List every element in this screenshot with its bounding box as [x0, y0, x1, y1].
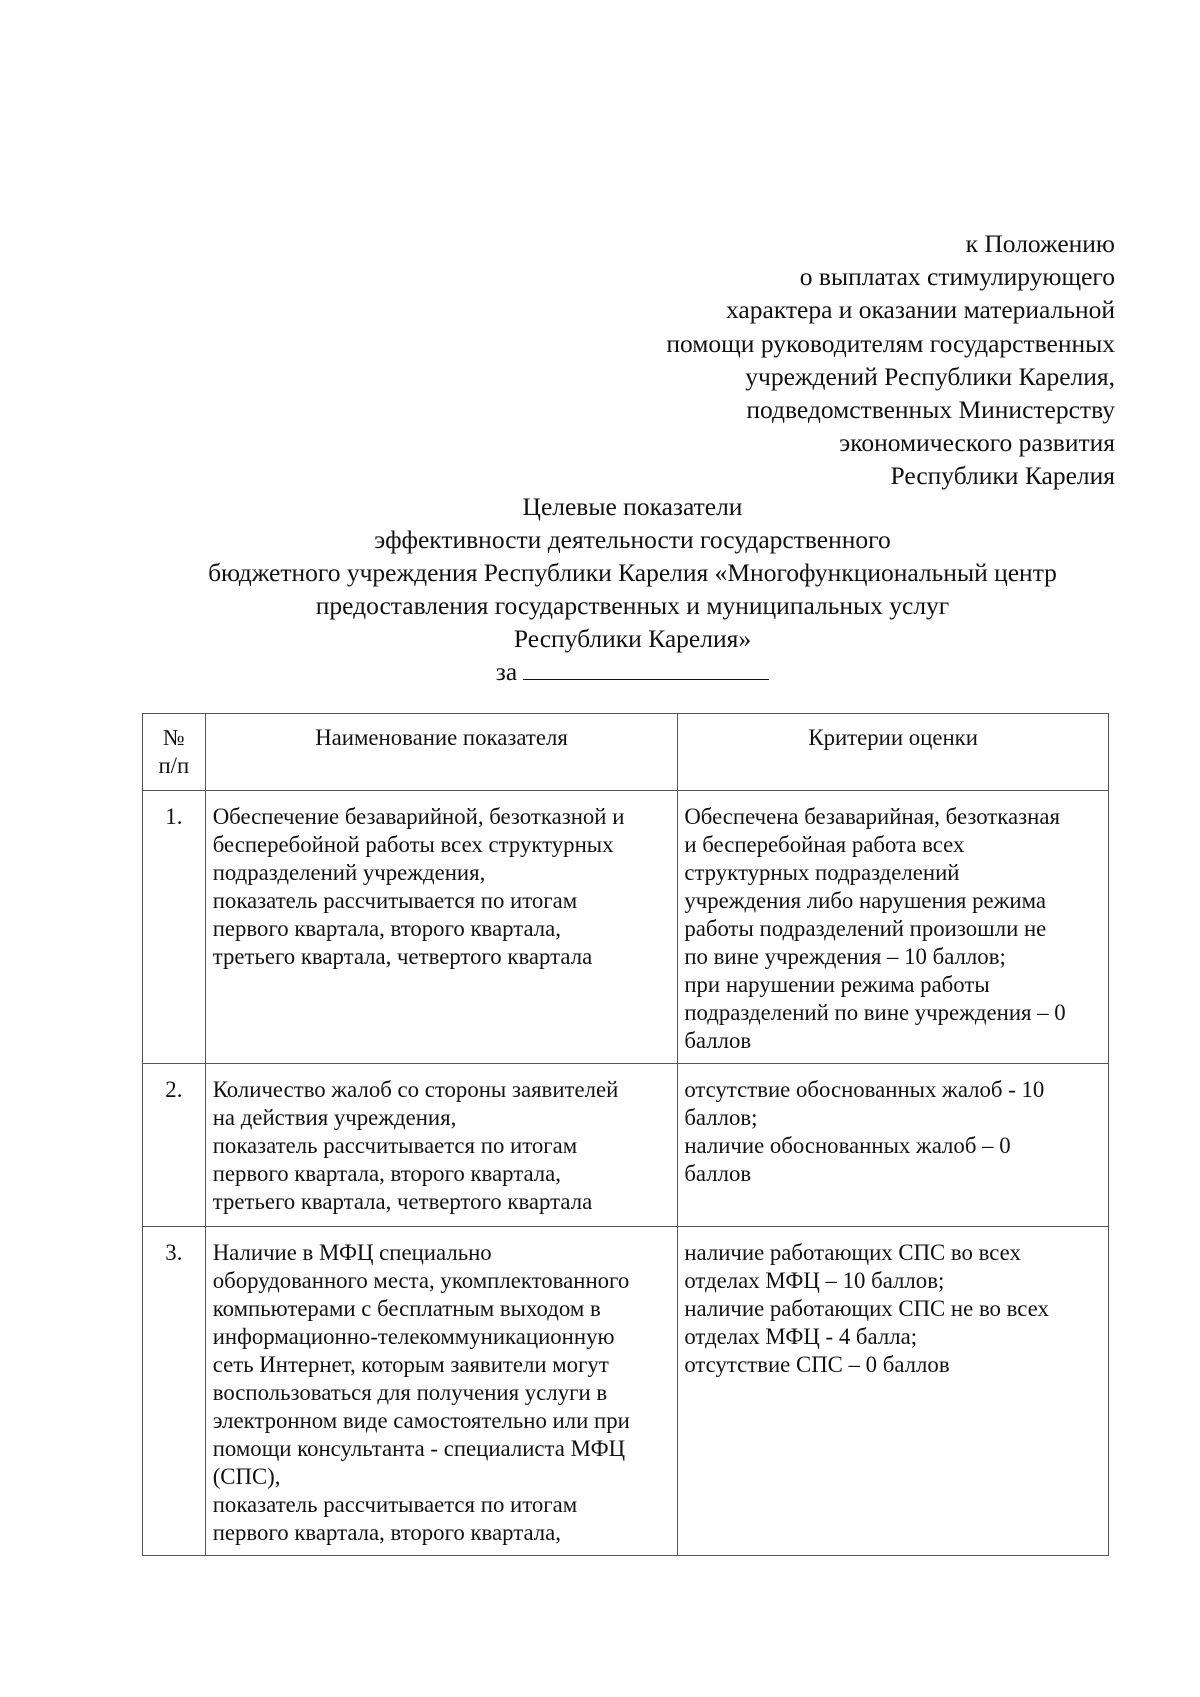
cell-line: воспользоваться для получения услуги в: [212, 1380, 608, 1405]
row-number: 2.: [143, 1064, 206, 1227]
table-header-row: [143, 714, 1109, 791]
table-row: [143, 791, 1109, 1064]
cell-line: показатель рассчитывается по итогам: [212, 1492, 578, 1517]
header-criteria: Критерии оценки: [678, 714, 1109, 791]
cell-line: бесперебойной работы всех структурных: [212, 832, 614, 857]
row-number: 3.: [143, 1227, 206, 1556]
cell-line: третьего квартала, четвертого квартала: [212, 1189, 593, 1214]
period-blank-field: [523, 657, 769, 680]
cell-line: подразделений по вине учреждения – 0: [684, 1000, 1066, 1025]
period-label: за: [495, 657, 518, 686]
cell-line: первого квартала, второго квартала,: [212, 1161, 561, 1186]
cell-line: информационно-телекоммуникационную: [212, 1324, 615, 1349]
cell-line: показатель рассчитывается по итогам: [212, 1133, 578, 1158]
header-number-abbr: п/п: [158, 753, 190, 778]
cell-line: Обеспечена безаварийная, безотказная: [684, 804, 1060, 829]
cell-line: на действия учреждения,: [212, 1105, 457, 1130]
cell-line: показатель рассчитывается по итогам: [212, 888, 578, 913]
header-indicator-name: Наименование показателя: [205, 714, 678, 791]
indicators-table: [142, 713, 1109, 1556]
document-title: [0, 490, 1200, 688]
header-number: [143, 714, 206, 791]
cell-line: Наличие в МФЦ специально: [212, 1240, 492, 1265]
cell-line: отделах МФЦ – 10 баллов;: [684, 1268, 945, 1293]
cell-line: оборудованного места, укомплектованного: [212, 1268, 630, 1293]
cell-line: баллов: [684, 1161, 752, 1186]
cell-line: подразделений учреждения,: [212, 860, 486, 885]
cell-line: работы подразделений произошли не: [684, 916, 1047, 941]
appendix-line: учреждений Республики Карелия,: [745, 361, 1115, 391]
criteria-cell: [678, 791, 1109, 1064]
row-number: 1.: [143, 791, 206, 1064]
cell-line: сеть Интернет, которым заявители могут: [212, 1352, 609, 1377]
cell-line: отсутствие СПС – 0 баллов: [684, 1352, 950, 1377]
cell-line: и бесперебойная работа всех: [684, 832, 965, 857]
cell-line: Количество жалоб со стороны заявителей: [212, 1077, 619, 1102]
cell-line: при нарушении режима работы: [684, 972, 990, 997]
cell-line: учреждения либо нарушения режима: [684, 888, 1046, 913]
cell-line: первого квартала, второго квартала,: [212, 1520, 561, 1545]
title-line: бюджетного учреждения Республики Карелия «Многофункциональный центр: [208, 558, 1057, 587]
cell-line: помощи консультанта - специалиста МФЦ: [212, 1436, 626, 1461]
criteria-cell: [678, 1064, 1109, 1227]
cell-line: структурных подразделений: [684, 860, 960, 885]
cell-line: первого квартала, второго квартала,: [212, 916, 561, 941]
table-row: [143, 1064, 1109, 1227]
cell-line: наличие обоснованных жалоб – 0: [684, 1133, 1011, 1158]
cell-line: баллов: [684, 1028, 752, 1053]
appendix-line: о выплатах стимулирующего: [799, 262, 1115, 292]
cell-line: по вине учреждения – 10 баллов;: [684, 944, 1006, 969]
table-row: [143, 1227, 1109, 1556]
title-line: эффективности деятельности государственного: [374, 525, 891, 554]
period-line: [0, 655, 1200, 688]
cell-line: наличие работающих СПС во всех: [684, 1240, 1021, 1265]
title-line: Республики Карелия»: [513, 624, 752, 653]
cell-line: баллов;: [684, 1105, 758, 1130]
appendix-line: экономического развития: [839, 428, 1115, 458]
criteria-cell: [678, 1227, 1109, 1556]
appendix-line: характера и оказании материальной: [726, 295, 1115, 325]
cell-line: Обеспечение безаварийной, безотказной и: [212, 804, 625, 829]
indicator-name-cell: [205, 1227, 678, 1556]
cell-line: наличие работающих СПС не во всех: [684, 1296, 1049, 1321]
appendix-line: подведомственных Министерству: [746, 395, 1115, 425]
title-line: предоставления государственных и муниципальных услуг: [315, 591, 950, 620]
cell-line: третьего квартала, четвертого квартала: [212, 944, 593, 969]
appendix-reference: [666, 227, 1115, 493]
cell-line: электронном виде самостоятельно или при: [212, 1408, 630, 1433]
cell-line: отсутствие обоснованных жалоб - 10: [684, 1077, 1045, 1102]
cell-line: (СПС),: [212, 1464, 281, 1489]
cell-line: компьютерами с бесплатным выходом в: [212, 1296, 601, 1321]
cell-line: отделах МФЦ - 4 балла;: [684, 1324, 918, 1349]
appendix-line: помощи руководителям государственных: [666, 328, 1115, 358]
header-number-sign: №: [162, 725, 185, 750]
indicator-name-cell: [205, 791, 678, 1064]
appendix-line: к Положению: [965, 229, 1115, 258]
title-line: Целевые показатели: [522, 492, 743, 521]
indicator-name-cell: [205, 1064, 678, 1227]
appendix-line: Республики Карелия: [890, 461, 1115, 491]
